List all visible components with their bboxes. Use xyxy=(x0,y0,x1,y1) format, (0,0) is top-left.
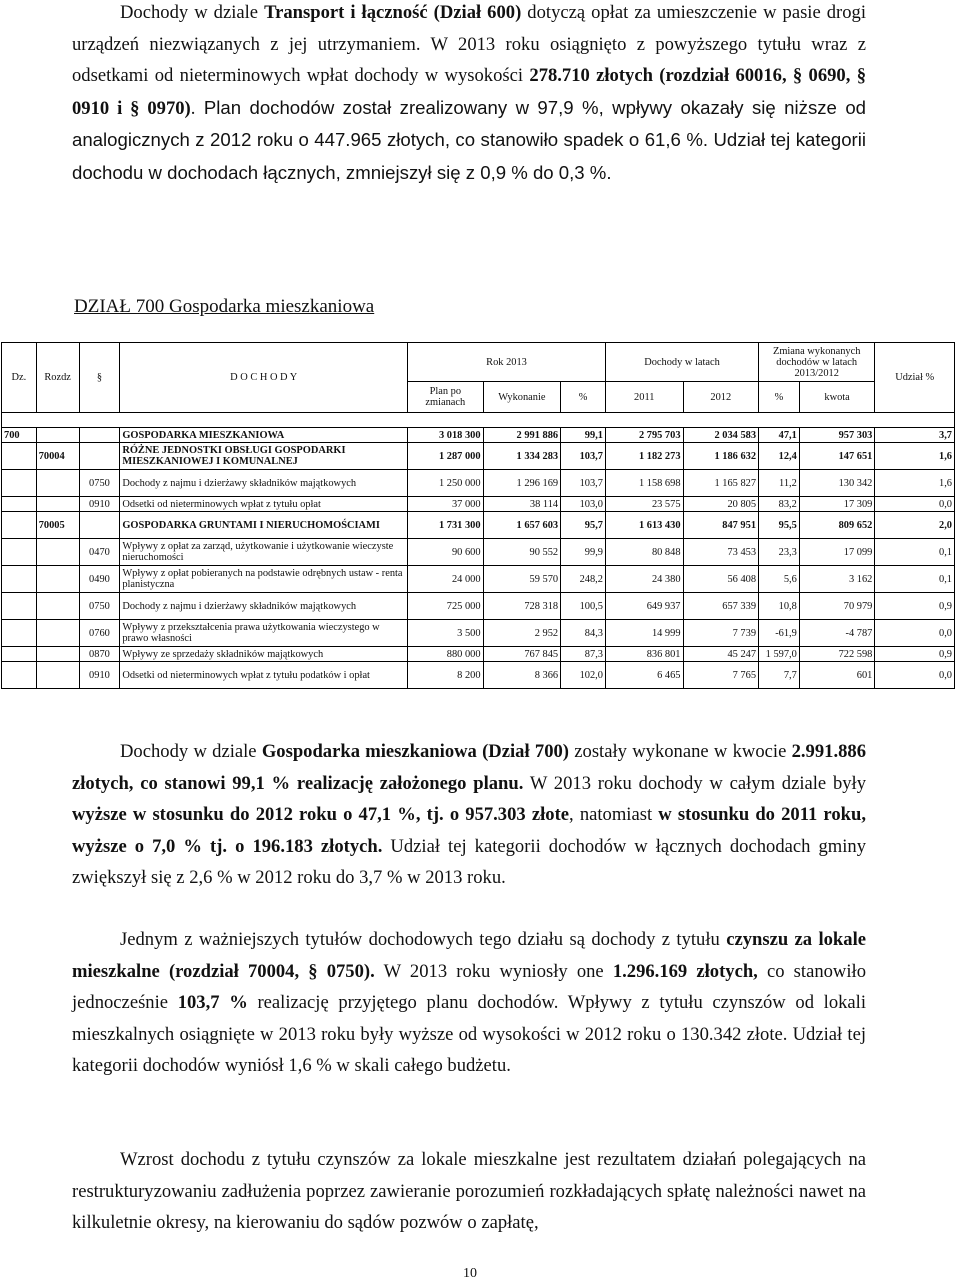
cell-udzial: 2,0 xyxy=(875,512,955,539)
table-row xyxy=(2,593,955,620)
cell-udzial: 1,6 xyxy=(875,443,955,470)
cell-pct: 87,3 xyxy=(561,647,606,662)
cell-2011: 24 380 xyxy=(605,566,683,593)
cell-wykonanie: 1 334 283 xyxy=(483,443,561,470)
cell-rozdz xyxy=(36,428,79,443)
cell-udzial: 0,0 xyxy=(875,497,955,512)
cell-kwota: 3 162 xyxy=(799,566,875,593)
cell-2012: 56 408 xyxy=(683,566,759,593)
cell-name: Odsetki od nieterminowych wpłat z tytułu opłat xyxy=(120,497,408,512)
cell-dz xyxy=(2,539,37,566)
cell-name: Wpływy ze sprzedaży składników majątkowych xyxy=(120,647,408,662)
para-text: co stanowiło jednocześnie xyxy=(72,960,866,1014)
cell-name: Wpływy z opłat za zarząd, użytkowanie i użytkowanie wieczyste nieruchomości xyxy=(120,539,408,566)
cell-wykonanie: 38 114 xyxy=(483,497,561,512)
cell-par xyxy=(79,443,120,470)
cell-kwota: 809 652 xyxy=(799,512,875,539)
cell-udzial: 0,9 xyxy=(875,647,955,662)
cell-name: RÓŻNE JEDNOSTKI OBSŁUGI GOSPODARKI MIESZKANIOWEJ I KOMUNALNEJ xyxy=(120,443,408,470)
cell-par: 0470 xyxy=(79,539,120,566)
cell-rozdz xyxy=(36,647,79,662)
cell-2011: 836 801 xyxy=(605,647,683,662)
cell-par: 0490 xyxy=(79,566,120,593)
cell-dz xyxy=(2,662,37,689)
table-row xyxy=(2,428,955,443)
cell-plan: 37 000 xyxy=(408,497,484,512)
cell-2012: 2 034 583 xyxy=(683,428,759,443)
cell-kwota: 957 303 xyxy=(799,428,875,443)
col-2012: 2012 xyxy=(683,382,759,413)
cell-rozdz: 70005 xyxy=(36,512,79,539)
table-header xyxy=(2,343,955,413)
table-row xyxy=(2,566,955,593)
col-kwota: kwota xyxy=(799,382,875,413)
cell-par: 0910 xyxy=(79,497,120,512)
cell-wykonanie: 728 318 xyxy=(483,593,561,620)
cell-kwota: 17 309 xyxy=(799,497,875,512)
cell-name: Wpływy z opłat pobieranych na podstawie odrębnych ustaw - renta planistyczna xyxy=(120,566,408,593)
cell-name: Odsetki od nieterminowych wpłat z tytułu podatków i opłat xyxy=(120,662,408,689)
cell-pct: 100,5 xyxy=(561,593,606,620)
cell-2011: 23 575 xyxy=(605,497,683,512)
cell-rozdz: 70004 xyxy=(36,443,79,470)
cell-rozdz xyxy=(36,620,79,647)
table-row xyxy=(2,662,955,689)
cell-wykonanie: 1 296 169 xyxy=(483,470,561,497)
section-heading: DZIAŁ 700 Gospodarka mieszkaniowa xyxy=(74,296,375,317)
cell-dz: 700 xyxy=(2,428,37,443)
para-text: Dochody w dziale xyxy=(120,741,262,762)
intro-paragraph xyxy=(72,0,866,190)
cell-udzial: 0,0 xyxy=(875,620,955,647)
cell-2011: 1 182 273 xyxy=(605,443,683,470)
cell-2011: 14 999 xyxy=(605,620,683,647)
cell-kwota: -4 787 xyxy=(799,620,875,647)
cell-kwota: 601 xyxy=(799,662,875,689)
cell-pct: 99,9 xyxy=(561,539,606,566)
cell-par xyxy=(79,512,120,539)
cell-zmiana-pct: 10,8 xyxy=(759,593,800,620)
intro-bold-amount: 278.710 złotych (rozdział 60016, § 0690, § 0910 i § 0970) xyxy=(72,65,866,119)
para-bold: czynszu za lokale mieszkalne (rozdział 70004, § 0750). xyxy=(72,929,866,982)
cell-dz xyxy=(2,620,37,647)
cell-plan: 1 250 000 xyxy=(408,470,484,497)
cell-pct: 95,7 xyxy=(561,512,606,539)
cell-pct: 103,7 xyxy=(561,470,606,497)
cell-2012: 1 186 632 xyxy=(683,443,759,470)
cell-rozdz xyxy=(36,662,79,689)
col-wykonanie: Wykonanie xyxy=(483,382,561,413)
cell-udzial: 3,7 xyxy=(875,428,955,443)
cell-plan: 880 000 xyxy=(408,647,484,662)
cell-zmiana-pct: 11,2 xyxy=(759,470,800,497)
cell-zmiana-pct: 7,7 xyxy=(759,662,800,689)
cell-zmiana-pct: 95,5 xyxy=(759,512,800,539)
col-zmiana-pct: % xyxy=(759,382,800,413)
income-table xyxy=(1,342,955,689)
col-plan: Plan po zmianach xyxy=(408,382,484,413)
cell-2012: 45 247 xyxy=(683,647,759,662)
cell-wykonanie: 8 366 xyxy=(483,662,561,689)
cell-2012: 847 951 xyxy=(683,512,759,539)
col-2011: 2011 xyxy=(605,382,683,413)
cell-zmiana-pct: 83,2 xyxy=(759,497,800,512)
cell-pct: 84,3 xyxy=(561,620,606,647)
col-dz: Dz. xyxy=(2,343,37,413)
para-bold: 2.991.886 złotych, co stanowi 99,1 % realizację założonego planu. xyxy=(72,741,866,794)
cell-2011: 80 848 xyxy=(605,539,683,566)
cell-pct: 248,2 xyxy=(561,566,606,593)
col-udzial: Udział % xyxy=(875,343,955,413)
table-row xyxy=(2,443,955,470)
cell-zmiana-pct: 1 597,0 xyxy=(759,647,800,662)
cell-zmiana-pct: 23,3 xyxy=(759,539,800,566)
cell-dz xyxy=(2,566,37,593)
cell-plan: 3 500 xyxy=(408,620,484,647)
cell-kwota: 147 651 xyxy=(799,443,875,470)
para-bold: wyższe w stosunku do 2012 roku o 47,1 %, tj. o 957.303 złote xyxy=(72,804,570,826)
cell-dz xyxy=(2,443,37,470)
cell-udzial: 0,1 xyxy=(875,539,955,566)
cell-kwota: 722 598 xyxy=(799,647,875,662)
table-body xyxy=(2,413,955,689)
para-bold: 1.296.169 złotych, xyxy=(612,960,758,982)
col-par: § xyxy=(79,343,120,413)
cell-rozdz xyxy=(36,497,79,512)
cell-rozdz xyxy=(36,566,79,593)
cell-udzial: 1,6 xyxy=(875,470,955,497)
cell-rozdz xyxy=(36,593,79,620)
cell-2011: 649 937 xyxy=(605,593,683,620)
para-text: W 2013 roku dochody w całym dziale były xyxy=(523,772,867,794)
cell-pct: 103,0 xyxy=(561,497,606,512)
cell-name: Dochody z najmu i dzierżawy składników majątkowych xyxy=(120,593,408,620)
cell-kwota: 17 099 xyxy=(799,539,875,566)
intro-sans-text: Plan dochodów został zrealizowany w 97,9 %, wpływy okazały się niższe od analogicznych z 2012 roku o 447.965 złotych, co stanowiło spadek o 61,6 %. Udział tej kategorii dochodu w dochodach łącznych, zmniejszył się z 0,9 % do 0,3 %. xyxy=(72,96,866,183)
table-row xyxy=(2,470,955,497)
table-row xyxy=(2,512,955,539)
cell-par: 0750 xyxy=(79,593,120,620)
table-row xyxy=(2,497,955,512)
cell-udzial: 0,9 xyxy=(875,593,955,620)
cell-par xyxy=(79,428,120,443)
cell-pct: 102,0 xyxy=(561,662,606,689)
cell-2011: 2 795 703 xyxy=(605,428,683,443)
cell-2011: 1 158 698 xyxy=(605,470,683,497)
para-bold: w stosunku do 2011 roku, wyższe o 7,0 % tj. o 196.183 złotych. xyxy=(72,804,866,857)
cell-name: GOSPODARKA GRUNTAMI I NIERUCHOMOŚCIAMI xyxy=(120,512,408,539)
cell-wykonanie: 90 552 xyxy=(483,539,561,566)
cell-plan: 1 287 000 xyxy=(408,443,484,470)
cell-par: 0750 xyxy=(79,470,120,497)
para-text: , natomiast xyxy=(569,804,659,826)
col-dochody: D O C H O D Y xyxy=(120,343,408,413)
col-rok2013: Rok 2013 xyxy=(408,343,606,382)
cell-2012: 1 165 827 xyxy=(683,470,759,497)
para-text: zostały wykonane w kwocie xyxy=(568,741,792,762)
cell-dz xyxy=(2,470,37,497)
cell-wykonanie: 2 952 xyxy=(483,620,561,647)
cell-dz xyxy=(2,497,37,512)
cell-2012: 73 453 xyxy=(683,539,759,566)
cell-pct: 103,7 xyxy=(561,443,606,470)
cell-zmiana-pct: 12,4 xyxy=(759,443,800,470)
para-bold: 103,7 % xyxy=(177,992,248,1014)
intro-bold-dzial: Transport i łączność (Dział 600) xyxy=(264,2,522,23)
cell-zmiana-pct: 47,1 xyxy=(759,428,800,443)
cell-par: 0760 xyxy=(79,620,120,647)
cell-udzial: 0,0 xyxy=(875,662,955,689)
cell-pct: 99,1 xyxy=(561,428,606,443)
cell-plan: 24 000 xyxy=(408,566,484,593)
cell-dz xyxy=(2,512,37,539)
cell-name: GOSPODARKA MIESZKANIOWA xyxy=(120,428,408,443)
cell-2012: 657 339 xyxy=(683,593,759,620)
summary-paragraph xyxy=(72,736,866,894)
cell-plan: 8 200 xyxy=(408,662,484,689)
table-row xyxy=(2,647,955,662)
cell-2011: 1 613 430 xyxy=(605,512,683,539)
cell-2012: 7 739 xyxy=(683,620,759,647)
restructuring-paragraph xyxy=(72,1144,866,1239)
cell-plan: 3 018 300 xyxy=(408,428,484,443)
cell-kwota: 70 979 xyxy=(799,593,875,620)
col-zmiana: Zmiana wykonanych dochodów w latach 2013/2012 xyxy=(759,343,875,382)
col-dochody-w-latach: Dochody w latach xyxy=(605,343,758,382)
cell-zmiana-pct: 5,6 xyxy=(759,566,800,593)
cell-plan: 90 600 xyxy=(408,539,484,566)
cell-dz xyxy=(2,647,37,662)
table-row xyxy=(2,539,955,566)
cell-zmiana-pct: -61,9 xyxy=(759,620,800,647)
cell-wykonanie: 767 845 xyxy=(483,647,561,662)
cell-udzial: 0,1 xyxy=(875,566,955,593)
cell-dz xyxy=(2,593,37,620)
intro-text: . xyxy=(190,97,196,119)
cell-wykonanie: 59 570 xyxy=(483,566,561,593)
page-number: 10 xyxy=(463,1266,477,1281)
cell-rozdz xyxy=(36,470,79,497)
rent-paragraph xyxy=(72,924,866,1082)
cell-par: 0910 xyxy=(79,662,120,689)
para-text: Jednym z ważniejszych tytułów dochodowych tego działu są dochody z tytułu xyxy=(120,929,727,950)
para-text: Wzrost dochodu z tytułu czynszów za lokale mieszkalne jest rezultatem działań polegających na restrukturyzowaniu zadłużenia poprzez zawieranie porozumień rozkładających spłatę należności nawet na kilkuletnie okresy, na kierowaniu do sądów pozwów o zapłatę, xyxy=(72,1149,866,1234)
intro-text: dotyczą opłat za umieszczenie w pasie drogi urządzeń niezwiązanych z jej utrzymaniem. W 2013 roku osiągnięto z powyższego tytułu wraz z odsetkami od nieterminowych wpłat dochody w wysokości xyxy=(72,2,867,87)
cell-kwota: 130 342 xyxy=(799,470,875,497)
cell-wykonanie: 2 991 886 xyxy=(483,428,561,443)
cell-wykonanie: 1 657 603 xyxy=(483,512,561,539)
para-text: Udział tej kategorii dochodów w łącznych dochodach gminy zwiększył się z 2,6 % w 2012 roku do 3,7 % w 2013 roku. xyxy=(72,835,866,889)
intro-text: Dochody w dziale xyxy=(120,2,265,23)
cell-rozdz xyxy=(36,539,79,566)
col-pct: % xyxy=(561,382,606,413)
cell-name: Dochody z najmu i dzierżawy składników majątkowych xyxy=(120,470,408,497)
table-row xyxy=(2,620,955,647)
cell-par: 0870 xyxy=(79,647,120,662)
col-rozdz: Rozdz xyxy=(36,343,79,413)
cell-2011: 6 465 xyxy=(605,662,683,689)
cell-plan: 1 731 300 xyxy=(408,512,484,539)
para-text: realizację przyjętego planu dochodów. Wpływy z tytułu czynszów od lokali mieszkalnych osiągnięte w 2013 roku były wyższe od wysokości w 2012 roku o 130.342 złote. Udział tej kategorii dochodów wyniósł 1,6 % w skali całego budżetu. xyxy=(72,992,867,1077)
cell-name: Wpływy z przekształcenia prawa użytkowania wieczystego w prawo własności xyxy=(120,620,408,647)
cell-2012: 7 765 xyxy=(683,662,759,689)
cell-2012: 20 805 xyxy=(683,497,759,512)
para-text: W 2013 roku wyniosły one xyxy=(374,960,613,982)
cell-plan: 725 000 xyxy=(408,593,484,620)
para-bold: Gospodarka mieszkaniowa (Dział 700) xyxy=(261,741,569,762)
